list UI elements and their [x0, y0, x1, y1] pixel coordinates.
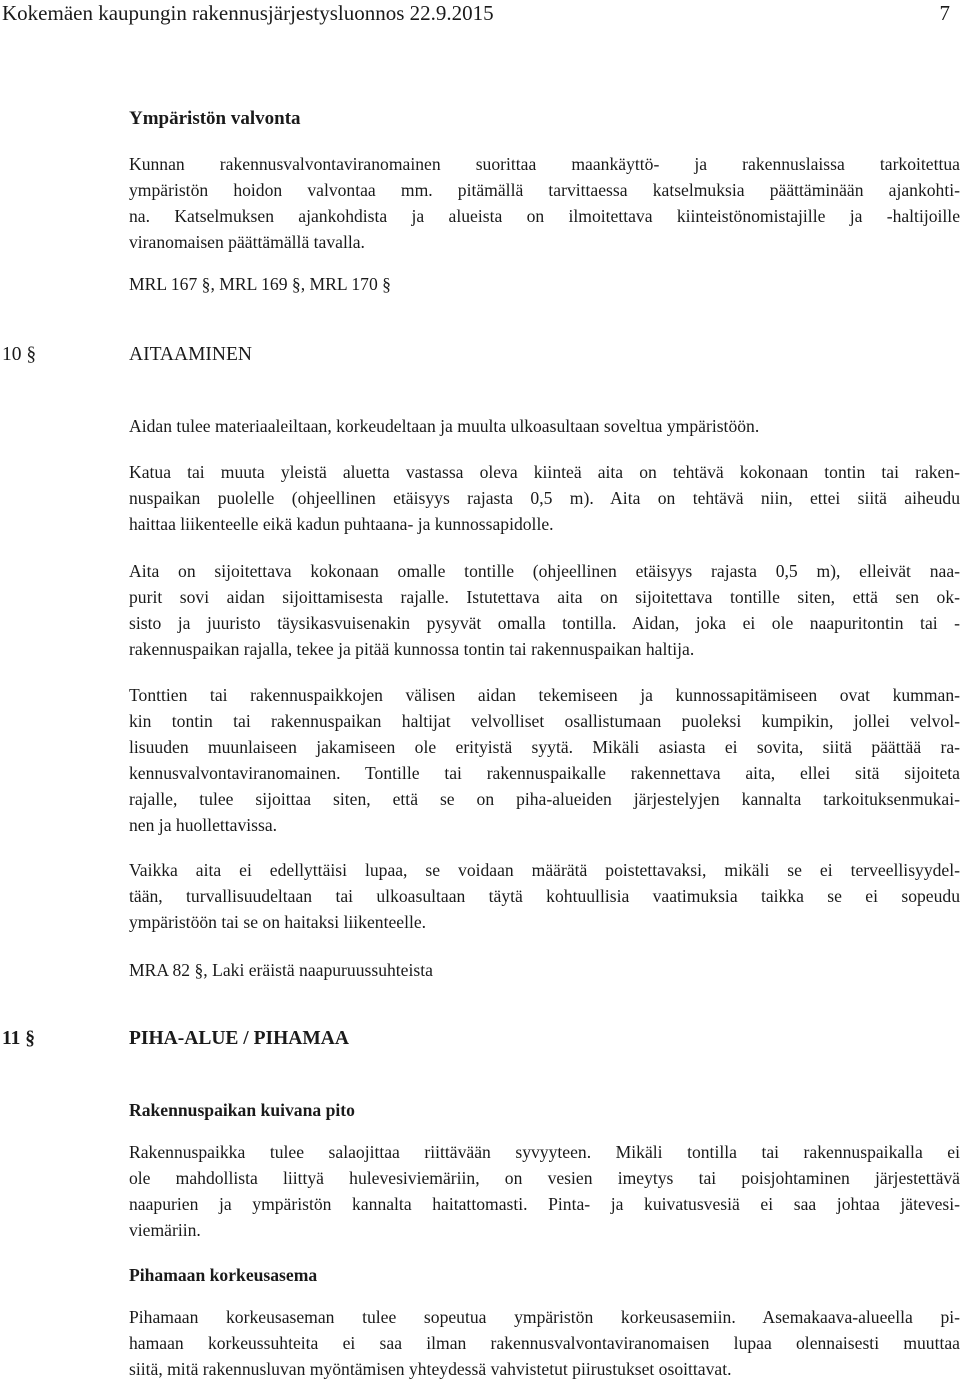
- text-line: naapurien ja ympäristön kannalta haitattomasti. Pinta- ja kuivatusvesiä ei saa johtaa jätevesi-: [129, 1194, 960, 1215]
- page-number: 7: [939, 1, 950, 25]
- section-title-10: AITAAMINEN: [129, 344, 252, 365]
- text-line: ympäristöön tai se on haitaksi liikenteelle.: [129, 912, 427, 933]
- section-number-10: 10 §: [2, 344, 37, 365]
- section-title-11: PIHA-ALUE / PIHAMAA: [129, 1028, 349, 1049]
- reference-10: [129, 957, 960, 983]
- text-line: Aidan tulee materiaaleiltaan, korkeudeltaan ja muulta ulkoasultaan soveltua ympäristöön.: [129, 416, 760, 436]
- text-line: Pihamaan korkeusaseman tulee sopeutua ympäristön korkeusasemiin. Asemakaava-alueella pi-: [129, 1307, 960, 1327]
- text-line: Aita on sijoitettava kokonaan omalle tontille (ohjeellinen etäisyys rajasta 0,5 m), elleivät naa-: [129, 561, 960, 581]
- text-line: haittaa liikenteelle eikä kadun puhtaana- ja kunnossapidolle.: [129, 514, 554, 535]
- document-title: Kokemäen kaupungin rakennusjärjestysluonnos 22.9.2015: [2, 1, 494, 25]
- text-line: purit sovi aidan sijoittamisesta rajalle. Istutettava aita on sijoitettava tontille siten, että sen ok-: [129, 587, 960, 608]
- text-line: Rakennuspaikka tulee salaojittaa riittävään syvyyteen. Mikäli tontilla tai rakennuspaikalla ei: [129, 1142, 960, 1162]
- paragraph-10-4: [129, 682, 960, 839]
- text-line: nuspaikan puolelle (ohjeellinen etäisyys rajasta 0,5 m). Aita on tehtävä niin, ettei siitä aiheudu: [129, 488, 960, 509]
- section-number-11: 11 §: [2, 1028, 36, 1049]
- page-header: [0, 0, 960, 40]
- text-line: rajalle, tulee sijoittaa siten, että se on piha-alueiden järjestelyjen kannalta tarkoituksenmukai-: [129, 789, 960, 810]
- text-line: rakennuspaikan rajalla, tekee ja pitää kunnossa tontin tai rakennuspaikan haltija.: [129, 639, 695, 660]
- text-line: tään, turvallisuudeltaan tai ulkoasultaan täytä kohtuullisia vaatimuksia taikka se ei sopeudu: [129, 886, 960, 907]
- text-line: kin tontin tai rakennuspaikan haltijat velvolliset osallistumaan puoleksi kumpikin, jollei velvol-: [129, 711, 960, 732]
- paragraph-10-3: [129, 558, 960, 662]
- text-line: ympäristön hoidon valvontaa mm. pitämällä tarvittaessa katselmuksia päättäminään ajankohti-: [129, 180, 960, 201]
- text-line: ole mahdollista liittyä hulevesiviemäriin, on vesien imeytys tai poisjohtaminen järjestettävä: [129, 1168, 960, 1189]
- reference-environment: [129, 271, 960, 297]
- text-line: Tonttien tai rakennuspaikkojen välisen aidan tekemiseen ja kunnossapitämiseen ovat kumman-: [129, 685, 960, 705]
- text-line: na. Katselmuksen ajankohdista ja alueista on ilmoitettava kiinteistönomistajille ja -haltijoille: [129, 206, 960, 227]
- text-line: MRL 167 §, MRL 169 §, MRL 170 §: [129, 274, 391, 294]
- text-line: lisuuden muunlaiseen jakamiseen ole erityistä syytä. Mikäli asiasta ei sovita, siitä päättää ra-: [129, 737, 960, 758]
- paragraph-10-2: [129, 459, 960, 537]
- text-line: Vaikka aita ei edellyttäisi lupaa, se voidaan määrätä poistettavaksi, mikäli se ei terveellisyydel-: [129, 860, 960, 880]
- paragraph-environment: [129, 151, 960, 255]
- text-line: kennusvalvontaviranomainen. Tontille tai rakennuspaikalle rakennettava aita, ellei sitä sijoiteta: [129, 763, 960, 784]
- section-heading-environment: Ympäristön valvonta: [129, 108, 301, 129]
- text-line: Katua tai muuta yleistä aluetta vastassa oleva kiinteä aita on tehtävä kokonaan tontin tai raken-: [129, 462, 960, 482]
- subheading-drainage: Rakennuspaikan kuivana pito: [129, 1100, 355, 1120]
- text-line: MRA 82 §, Laki eräistä naapuruussuhteista: [129, 960, 433, 980]
- subheading-elevation: Pihamaan korkeusasema: [129, 1265, 318, 1285]
- text-line: hamaan korkeussuhteita ei saa ilman rakennusvalvontaviranomaisen lupaa olennaisesti muuttaa: [129, 1333, 960, 1354]
- text-line: siitä, mitä rakennusluvan myöntämisen yhteydessä vahvistetut piirustukset osoittavat.: [129, 1359, 732, 1380]
- paragraph-drainage: [129, 1139, 960, 1243]
- text-line: viemäriin.: [129, 1220, 201, 1241]
- text-line: nen ja huollettavissa.: [129, 815, 278, 836]
- paragraph-10-1: [129, 413, 960, 439]
- text-line: sisto ja juuristo täysikasvuisenakin pysyvät omalla tontilla. Aidan, joka ei ole naapuritontin tai -: [129, 613, 960, 634]
- paragraph-elevation: [129, 1304, 960, 1382]
- paragraph-10-5: [129, 857, 960, 935]
- text-line: viranomaisen päättämällä tavalla.: [129, 232, 365, 253]
- text-line: Kunnan rakennusvalvontaviranomainen suorittaa maankäyttö- ja rakennuslaissa tarkoitettua: [129, 154, 960, 174]
